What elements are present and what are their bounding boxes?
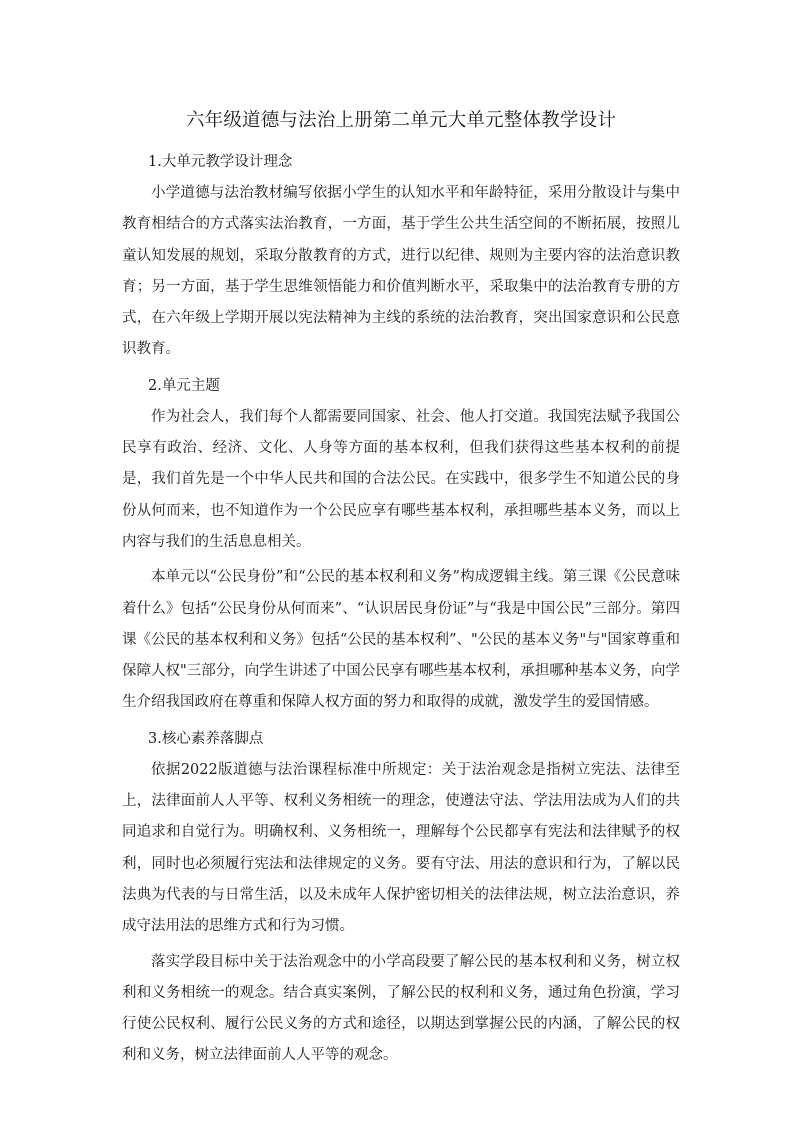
section-design-concept <box>122 146 680 366</box>
paragraph: 作为社会人，我们每个人都需要同国家、社会、他人打交道。我国宪法赋予我国公民享有政治、经济、文化、人身等方面的基本权利，但我们获得这些基本权利的前提是，我们首先是一个中华人民共和国的合法公民。在实践中，很多学生不知道公民的身份从何而来，也不知道作为一个公民应享有哪些基本权利，承担哪些基本义务，而以上内容与我们的生活息息相关。 <box>122 408 680 550</box>
document-page <box>122 106 680 1076</box>
section-core-literacy <box>122 723 680 1072</box>
section-unit-theme <box>122 370 680 719</box>
paragraph: 本单元以“公民身份”和“公民的基本权利和义务”构成逻辑主线。第三课《公民意味着什么》包括“公民身份从何而来”、“认识居民身份证”与“我是中国公民”三部分。第四课《公民的基本权利和义务》包括“公民的基本权利”、"公民的基本义务"与"国家尊重和保障人权"三部分，向学生讲述了中国公民享有哪些基本权利，承担哪种基本义务，向学生介绍我国政府在尊重和保障人权方面的努力和取得的成就，激发学生的爱国情感。 <box>122 569 680 711</box>
document-title: 六年级道德与法治上册第二单元大单元整体教学设计 <box>185 110 617 131</box>
paragraph: 小学道德与法治教材编写依据小学生的认知水平和年龄特征，采用分散设计与集中教育相结合的方式落实法治教育，一方面，基于学生公共生活空间的不断拓展，按照儿童认知发展的规划，采取分散教育的方式，进行以纪律、规则为主要内容的法治意识教育；另一方面，基于学生思维领悟能力和价值判断水平，采取集中的法治教育专册的方式，在六年级上学期开展以宪法精神为主线的系统的法治教育，突出国家意识和公民意识教育。 <box>122 185 680 358</box>
section-heading: 2.单元主题 <box>148 377 220 394</box>
section-heading: 3.核心素养落脚点 <box>148 730 264 747</box>
section-heading: 1.大单元教学设计理念 <box>148 154 293 170</box>
paragraph: 落实学段目标中关于法治观念中的小学高段要了解公民的基本权利和义务，树立权利和义务相统一的观念。结合真实案例，了解公民的权利和义务，通过角色扮演，学习行使公民权利、履行公民义务的方式和途径，以期达到掌握公民的内涵，了解公民的权利和义务，树立法律面前人人平等的观念。 <box>122 953 680 1064</box>
paragraph: 依据2022版道德与法治课程标准中所规定：关于法治观念是指树立宪法、法律至上，法律面前人人平等、权利义务相统一的理念，使遵法守法、学法用法成为人们的共同追求和自觉行为。明确权利、义务相统一，理解每个公民都享有宪法和法律赋予的权利，同时也必须履行宪法和法律规定的义务。要有守法、用法的意识和行为，了解以民法典为代表的与日常生活，以及未成年人保护密切相关的法律法规，树立法治意识，养成守法用法的思维方式和行为习惯。 <box>122 761 680 935</box>
